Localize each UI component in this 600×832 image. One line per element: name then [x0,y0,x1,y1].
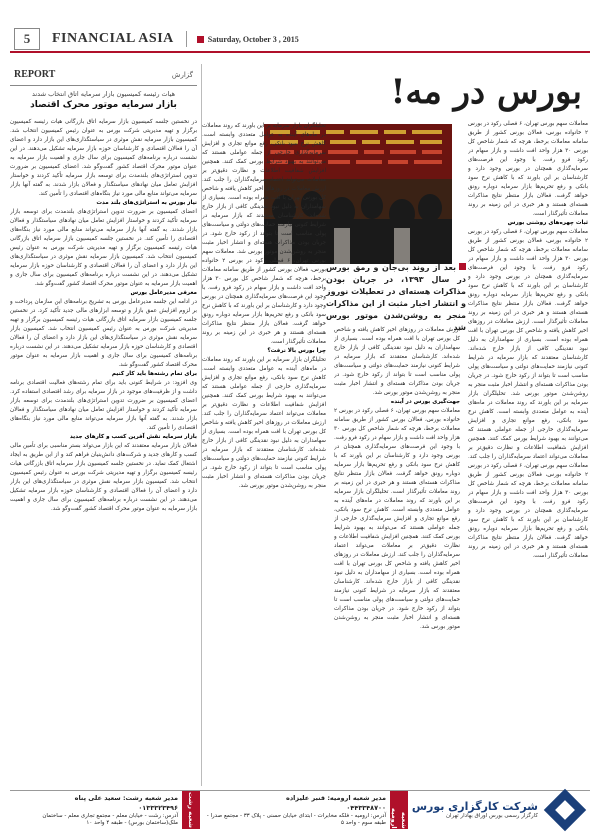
urmia-manager: مدیر شعبه ارومیه: قنبر علیزاده [286,794,386,802]
article-headline: بورس در مه! [390,72,582,112]
report-subhead-1: نیاز بورس به استراتژی‌های بلند مدت [96,200,197,206]
report-body-3: در ادامه این جلسه مدیرعامل بورس به تشریح برنامه‌های این سازمان پرداخت و بر لزوم افزایش عمق بازار و توسعه ابزارهای مالی جدید تأکید کرد. [10,299,197,314]
branch-footer [10,790,590,828]
column-1-text-cont4: معاملات سهم بورس تهران، ۶ فصلی رکود در بورس ۲ خانواده بورس، فعالان بورس کشور از طریق سامانه معاملات برخط، هرچه که شمار شاخص کل بورس ۳۰ هزار واحد افت داشت و بازار سهام در رکود فرو رفت. با وجود این فرصت‌های سرمایه‌گذاری همچنان در بورس وجود دارد و کارشناسان بر این باورند که با کاهش نرخ سود بانکی و رفع تحریم‌ها بازار سرمایه دوباره رونق خواهد گرفت. فعالان بازار منتظر نتایج مذاکرات هسته‌ای هستند و هر خبری در این زمینه بر روند معاملات تأثیرگذار است. [468,463,588,559]
company-name-block [412,800,538,819]
article-column-3 [202,122,326,782]
column-divider [201,64,202,786]
column-1-text-cont2: ارزش معاملات در روزهای اخیر کاهش یافته و شاخص کل بورس تهران با افت همراه بوده است. بسیاری از سهامداران به دلیل نبود نقدینگی کافی از بازار خارج شده‌اند. کارشناسان معتقدند که بازار سرمایه در شرایط کنونی نیازمند حمایت‌های دولتی و سیاست‌های پولی مناسب است تا بتواند از رکود خارج شود. در جریان بودن مذاکرات هسته‌ای و انتشار اخبار مثبت منجر به روشن‌شدن موتور بورس شد. [468,319,588,397]
report-label-fa: گزارش [171,70,193,79]
report-subhead-2: معرفی مدیرعامل بورس [130,290,197,296]
column-1-subhead: ثبات چهره‌های روشنی بورس [507,220,588,226]
report-body-4b: اعضای کمیسیون بر ضرورت تدوین استراتژی‌های بلندمدت برای توسعه بازار سرمایه تأکید کردند و خواستار افزایش تعامل میان نهادهای سیاستگذار و فعالان بازار شدند. به گفته آنها بازار سرمایه می‌تواند منابع مالی مورد نیاز بنگاه‌های اقتصادی را تأمین کند. [10,398,197,431]
publication-name: FINANCIAL ASIA [52,31,187,47]
urmia-phone: ۰۴۴۳۳۴۸۷۰۰ [346,804,386,812]
company-logo [408,791,590,828]
branch-rasht [10,791,182,829]
urmia-address: آدرس: ارومیه - فلکه مخابرات - ابتدای خیابان حسنی - پلاک ۳۳ - مجتمع صدرا - طبقه سوم - واحد ۵ [206,813,386,826]
column-1-text: معاملات سهم بورس تهران، ۶ فصلی رکود در بورس ۲ خانواده بورس، فعالان بورس کشور از طریق سامانه معاملات برخط، هرچه که شمار شاخص کل بورس ۳۰ هزار واحد افت داشت و بازار سهام در رکود فرو رفت. با وجود این فرصت‌های سرمایه‌گذاری همچنان در بورس وجود دارد و کارشناسان بر این باورند که با کاهش نرخ سود بانکی و رفع تحریم‌ها بازار سرمایه دوباره رونق خواهد گرفت. فعالان بازار منتظر نتایج مذاکرات هسته‌ای هستند و هر خبری در این زمینه بر روند معاملات تأثیرگذار است. [468,121,588,217]
column-3-text-cont: ارزش معاملات در روزهای اخیر کاهش یافته و شاخص کل بورس تهران با افت همراه بوده است. بسیاری از سهامداران به دلیل نبود نقدینگی کافی از بازار خارج شده‌اند. کارشناسان معتقدند که بازار سرمایه در شرایط کنونی نیازمند حمایت‌های دولتی و سیاست‌های پولی مناسب است تا بتواند از رکود خارج شود. در جریان بودن مذاکرات هسته‌ای و انتشار اخبار مثبت منجر به روشن‌شدن موتور بورس شد. [202,186,326,255]
report-section [10,64,197,786]
report-body-2: اعضای کمیسیون بر ضرورت تدوین استراتژی‌های بلندمدت برای توسعه بازار سرمایه تأکید کردند و خواستار افزایش تعامل میان نهادهای سیاستگذار و فعالان بازار شدند. به گفته آنها بازار سرمایه می‌تواند منابع مالی مورد نیاز بنگاه‌های اقتصادی را تأمین کند. [10,209,197,242]
lead-text: بعد از روند بی‌جان و رمق بورس در سال ۱۳۹۳، در جریان بودن مذاکرات هسته‌ای در تعطیلات نوروز و انتشار اخبار مثبت از این مذاکرات منجر به روشن‌شدن موتور بورس شد [326,263,466,332]
branch-urmia [200,791,390,829]
rasht-phone: ۰۱۳۳۳۲۳۴۹۶ [138,804,178,812]
article-lead [326,262,466,334]
article-column-2 [334,326,460,782]
report-body-4: وی افزود: در شرایط کنونی باید برای تمام رشته‌های فعالیت اقتصادی برنامه داشت و از ظرفیت‌های موجود در بازار سرمایه برای رشد اقتصادی استفاده کرد. [10,380,197,395]
report-header [10,64,197,86]
report-title: بازار سرمایه موتور محرک اقتصاد [30,100,177,110]
company-logo-icon [544,788,586,830]
column-3-text-cont3: تحلیلگران بازار سرمایه بر این باورند که روند معاملات در ماه‌های آینده به عوامل متعددی وابسته است. کاهش نرخ سود بانکی، رفع موانع تجاری و افزایش سرمایه‌گذاری خارجی از جمله عواملی هستند که می‌توانند به بهبود شرایط بورس کمک کنند. همچنین افزایش شفافیت اطلاعات و نظارت دقیق‌تر بر معاملات می‌تواند اعتماد سرمایه‌گذاران را جلب کند. [202,357,326,417]
report-kicker: هیات رئیسه کمیسیون بازار سرمایه اتاق انتخاب شدند [31,90,176,98]
column-3-subhead: چرا بورس بالا نرفت؟ [267,348,326,354]
report-body-1b: اعضای کمیسیون بر ضرورت تدوین استراتژی‌های بلندمدت برای توسعه بازار سرمایه تأکید کردند و خواستار افزایش تعامل میان نهادهای سیاستگذار و فعالان بازار شدند. به گفته آنها بازار سرمایه می‌تواند منابع مالی مورد نیاز بنگاه‌های اقتصادی را تأمین کند. [10,164,197,197]
report-body-5b: در نخستین جلسه کمیسیون بازار سرمایه اتاق بازرگانی هیات رئیسه کمیسیون برگزار و تهیه مدیریتی شرکت بورس به عنوان رئیس کمیسیون انتخاب شد. کمیسیون بازار سرمایه نقش موثری در سیاستگذاری‌های این بازار دارد و اعضای آن را فعالان اقتصادی و کارشناسان حوزه بازار سرمایه تشکیل می‌دهند. در این نشست درباره برنامه‌های کمیسیون برای سال جاری و اهمیت بازار سرمایه به عنوان موتور محرک اقتصاد کشور گفت‌وگو شد. [10,461,197,512]
company-name: شرکت کارگزاری بورس [411,800,538,813]
rasht-manager: مدیر شعبه رشت: سعید علی پناه [74,794,178,802]
column-1-text-cont3: تحلیلگران بازار سرمایه بر این باورند که روند معاملات در ماه‌های آینده به عوامل متعددی وابسته است. کاهش نرخ سود بانکی، رفع موانع تجاری و افزایش سرمایه‌گذاری خارجی از جمله عواملی هستند که می‌توانند به بهبود شرایط بورس کمک کنند. همچنین افزایش شفافیت اطلاعات و نظارت دقیق‌تر بر معاملات می‌تواند اعتماد سرمایه‌گذاران را جلب کند. [468,391,588,460]
column-3-text: تحلیلگران بازار سرمایه بر این باورند که روند معاملات در ماه‌های آینده به عوامل متعددی وابسته است. کاهش نرخ سود بانکی، رفع موانع تجاری و افزایش سرمایه‌گذاری خارجی از جمله عواملی هستند که می‌توانند به بهبود شرایط بورس کمک کنند. همچنین افزایش شفافیت اطلاعات و نظارت دقیق‌تر بر معاملات می‌تواند اعتماد سرمایه‌گذاران را جلب کند. [202,123,326,183]
column-2-text-cont: معاملات سهم بورس تهران، ۶ فصلی رکود در بورس ۲ خانواده بورس، فعالان بورس کشور از طریق سامانه معاملات برخط، هرچه که شمار شاخص کل بورس ۳۰ هزار واحد افت داشت و بازار سهام در رکود فرو رفت. با وجود این فرصت‌های سرمایه‌گذاری همچنان در بورس وجود دارد و کارشناسان بر این باورند که با کاهش نرخ سود بانکی و رفع تحریم‌ها بازار سرمایه دوباره رونق خواهد گرفت. فعالان بازار منتظر نتایج مذاکرات هسته‌ای هستند و هر خبری در این زمینه بر روند معاملات تأثیرگذار است. [334,408,460,495]
page-header [10,27,590,53]
report-body-1: در نخستین جلسه کمیسیون بازار سرمایه اتاق بازرگانی هیات رئیسه کمیسیون برگزار و تهیه مدیریتی شرکت بورس به عنوان رئیس کمیسیون انتخاب شد. کمیسیون بازار سرمایه نقش موثری در سیاستگذاری‌های این بازار دارد و اعضای آن را فعالان اقتصادی و کارشناسان حوزه بازار سرمایه تشکیل می‌دهند. در این نشست درباره برنامه‌های کمیسیون برای سال جاری و اهمیت بازار سرمایه به عنوان موتور محرک اقتصاد کشور گفت‌وگو شد. [10,119,197,170]
issue-date [197,35,299,44]
report-body-3b: در نخستین جلسه کمیسیون بازار سرمایه اتاق بازرگانی هیات رئیسه کمیسیون برگزار و تهیه مدیریتی شرکت بورس به عنوان رئیس کمیسیون انتخاب شد. کمیسیون بازار سرمایه نقش موثری در سیاستگذاری‌های این بازار دارد و اعضای آن را فعالان اقتصادی و کارشناسان حوزه بازار سرمایه تشکیل می‌دهند. در این نشست درباره برنامه‌های کمیسیون برای سال جاری و اهمیت بازار سرمایه به عنوان موتور محرک اقتصاد کشور گفت‌وگو شد. [10,308,197,368]
column-1-text-cont: معاملات سهم بورس تهران، ۶ فصلی رکود در بورس ۲ خانواده بورس، فعالان بورس کشور از طریق سامانه معاملات برخط، هرچه که شمار شاخص کل بورس ۳۰ هزار واحد افت داشت و بازار سهام در رکود فرو رفت. با وجود این فرصت‌های سرمایه‌گذاری همچنان در بورس وجود دارد و کارشناسان بر این باورند که با کاهش نرخ سود بانکی و رفع تحریم‌ها بازار سرمایه دوباره رونق خواهد گرفت. فعالان بازار منتظر نتایج مذاکرات هسته‌ای هستند و هر خبری در این زمینه بر روند معاملات تأثیرگذار است. [468,229,588,325]
report-body [10,118,197,786]
report-label-en: REPORT [14,69,56,80]
page-number: 5 [14,28,40,50]
lead-bullet-icon [459,263,466,270]
report-subhead-3: برای تمام رشته‌ها باید کار کنیم [111,371,197,377]
main-article [199,64,592,786]
issue-date-text: Saturday, October 3 , 2015 [207,34,299,44]
column-2-text-cont2: تحلیلگران بازار سرمایه بر این باورند که روند معاملات در ماه‌های آینده به عوامل متعددی وابسته است. کاهش نرخ سود بانکی، رفع موانع تجاری و افزایش سرمایه‌گذاری خارجی از جمله عواملی هستند که می‌توانند به بهبود شرایط بورس کمک کنند. همچنین افزایش شفافیت اطلاعات و نظارت دقیق‌تر بر معاملات می‌تواند اعتماد سرمایه‌گذاران را جلب کند. [334,489,460,558]
column-2-text: ارزش معاملات در روزهای اخیر کاهش یافته و شاخص کل بورس تهران با افت همراه بوده است. بسیاری از سهامداران به دلیل نبود نقدینگی کافی از بازار خارج شده‌اند. کارشناسان معتقدند که بازار سرمایه در شرایط کنونی نیازمند حمایت‌های دولتی و سیاست‌های پولی مناسب است تا بتواند از رکود خارج شود. در جریان بودن مذاکرات هسته‌ای و انتشار اخبار مثبت منجر به روشن‌شدن موتور بورس شد. [334,327,460,396]
report-body-5: فعالان بازار سرمایه معتقدند که این بازار می‌تواند بستر مناسبی برای تأمین مالی کسب و کارهای جدید و شرکت‌های دانش‌بنیان فراهم کند و از این طریق به ایجاد اشتغال کمک نماید. [10,443,197,467]
urmia-label: شعبه ارومیه [390,791,408,829]
column-3-text-cont4: ارزش معاملات در روزهای اخیر کاهش یافته و شاخص کل بورس تهران با افت همراه بوده است. بسیاری از سهامداران به دلیل نبود نقدینگی کافی از بازار خارج شده‌اند. کارشناسان معتقدند که بازار سرمایه در شرایط کنونی نیازمند حمایت‌های دولتی و سیاست‌های پولی مناسب است تا بتواند از رکود خارج شود. در جریان بودن مذاکرات هسته‌ای و انتشار اخبار مثبت منجر به روشن‌شدن موتور بورس شد. [202,420,326,489]
rasht-address: آدرس: رشت - خیابان معلم - مجتمع تجاری معلم - ساختمان ملک(ساختمان بورس) - طبقه ۴ واحد ۱۰ [42,813,178,826]
report-subhead-4: بازار سرمایه نقش آفرین کسب و کارهای جدید [69,434,197,440]
column-2-subhead: جهت‌گیری بورس در آینده [390,399,460,405]
report-body-2b: در نخستین جلسه کمیسیون بازار سرمایه اتاق بازرگانی هیات رئیسه کمیسیون برگزار و تهیه مدیریتی شرکت بورس به عنوان رئیس کمیسیون انتخاب شد. کمیسیون بازار سرمایه نقش موثری در سیاستگذاری‌های این بازار دارد و اعضای آن را فعالان اقتصادی و کارشناسان حوزه بازار سرمایه تشکیل می‌دهند. در این نشست درباره برنامه‌های کمیسیون برای سال جاری و اهمیت بازار سرمایه به عنوان موتور محرک اقتصاد کشور گفت‌وگو شد. [10,236,197,287]
column-2-text-cont3: ارزش معاملات در روزهای اخیر کاهش یافته و شاخص کل بورس تهران با افت همراه بوده است. بسیاری از سهامداران به دلیل نبود نقدینگی کافی از بازار خارج شده‌اند. کارشناسان معتقدند که بازار سرمایه در شرایط کنونی نیازمند حمایت‌های دولتی و سیاست‌های پولی مناسب است تا بتواند از رکود خارج شود. در جریان بودن مذاکرات هسته‌ای و انتشار اخبار مثبت منجر به روشن‌شدن موتور بورس شد. [334,552,460,630]
company-tagline: کارگزار رسمی بورس اوراق بهادار تهران [446,813,538,819]
rasht-label: شعبه رشت [182,791,200,829]
article-column-1 [468,120,588,780]
date-marker-icon [197,36,204,43]
column-3-text-cont2: معاملات سهم بورس تهران، ۶ فصلی رکود در بورس ۲ خانواده بورس، فعالان بورس کشور از طریق سامانه معاملات برخط، هرچه که شمار شاخص کل بورس ۳۰ هزار واحد افت داشت و بازار سهام در رکود فرو رفت. با وجود این فرصت‌های سرمایه‌گذاری همچنان در بورس وجود دارد و کارشناسان بر این باورند که با کاهش نرخ سود بانکی و رفع تحریم‌ها بازار سرمایه دوباره رونق خواهد گرفت. فعالان بازار منتظر نتایج مذاکرات هسته‌ای هستند و هر خبری در این زمینه بر روند معاملات تأثیرگذار است. [202,249,326,345]
